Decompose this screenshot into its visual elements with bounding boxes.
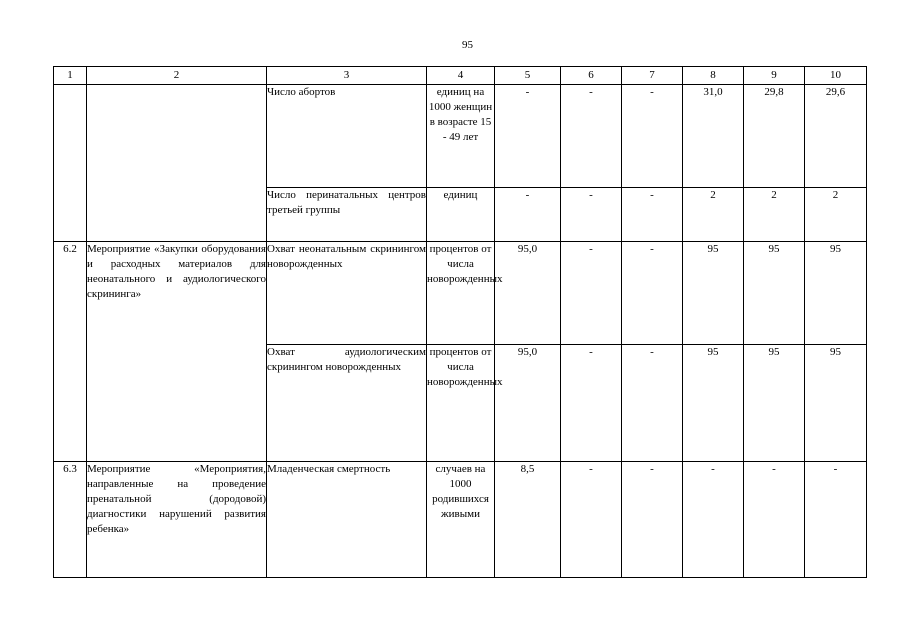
row-number-cell	[54, 85, 87, 242]
unit-cell: единиц на 1000 женщин в возрасте 15 - 49 лет	[427, 85, 495, 188]
row-number-cell: 6.2	[54, 242, 87, 462]
value-cell: 95	[744, 242, 805, 345]
table-row	[54, 85, 867, 188]
value-cell: -	[561, 462, 622, 578]
value-cell: 2	[683, 188, 744, 242]
value-cell: 95,0	[495, 242, 561, 345]
table-row	[54, 462, 867, 578]
value-cell: -	[561, 85, 622, 188]
value-cell: -	[561, 188, 622, 242]
value-cell: -	[495, 188, 561, 242]
table-row	[54, 242, 867, 345]
indicators-table	[53, 66, 867, 578]
column-header: 8	[683, 67, 744, 85]
value-cell: 95	[805, 345, 867, 462]
indicator-cell: Охват неонатальным скринингом новорожденных	[267, 242, 427, 345]
value-cell: -	[495, 85, 561, 188]
value-cell: -	[805, 462, 867, 578]
value-cell: 95	[683, 345, 744, 462]
column-header: 1	[54, 67, 87, 85]
value-cell: 31,0	[683, 85, 744, 188]
value-cell: 95	[683, 242, 744, 345]
event-cell: Мероприятие «Закупки оборудования и расходных материалов для неонатального и аудиологического скрининга»	[87, 242, 267, 462]
value-cell: -	[683, 462, 744, 578]
value-cell: -	[561, 345, 622, 462]
unit-cell: процентов от числа новорожденных	[427, 345, 495, 462]
event-cell	[87, 85, 267, 242]
value-cell: 2	[805, 188, 867, 242]
value-cell: 29,8	[744, 85, 805, 188]
column-header: 9	[744, 67, 805, 85]
indicator-cell: Число перинатальных центров третьей группы	[267, 188, 427, 242]
value-cell: -	[744, 462, 805, 578]
event-cell: Мероприятие «Мероприятия, направленные на проведение пренатальной (дородовой) диагностики нарушений развития ребенка»	[87, 462, 267, 578]
unit-cell: единиц	[427, 188, 495, 242]
unit-cell: процентов от числа новорожденных	[427, 242, 495, 345]
indicator-cell: Младенческая смертность	[267, 462, 427, 578]
value-cell: 29,6	[805, 85, 867, 188]
unit-cell: случаев на 1000 родившихся живыми	[427, 462, 495, 578]
value-cell: -	[622, 188, 683, 242]
page-number: 95	[462, 39, 473, 51]
value-cell: -	[622, 85, 683, 188]
value-cell: 2	[744, 188, 805, 242]
value-cell: 95,0	[495, 345, 561, 462]
column-header: 7	[622, 67, 683, 85]
column-header: 5	[495, 67, 561, 85]
indicator-cell: Охват аудиологическим скринингом новорожденных	[267, 345, 427, 462]
column-header: 2	[87, 67, 267, 85]
indicator-cell: Число абортов	[267, 85, 427, 188]
value-cell: 8,5	[495, 462, 561, 578]
column-header: 3	[267, 67, 427, 85]
column-header: 6	[561, 67, 622, 85]
value-cell: -	[622, 345, 683, 462]
value-cell: 95	[805, 242, 867, 345]
row-number-cell: 6.3	[54, 462, 87, 578]
value-cell: -	[561, 242, 622, 345]
column-header: 4	[427, 67, 495, 85]
value-cell: -	[622, 242, 683, 345]
column-header: 10	[805, 67, 867, 85]
table-header-row	[54, 67, 867, 85]
value-cell: 95	[744, 345, 805, 462]
value-cell: -	[622, 462, 683, 578]
